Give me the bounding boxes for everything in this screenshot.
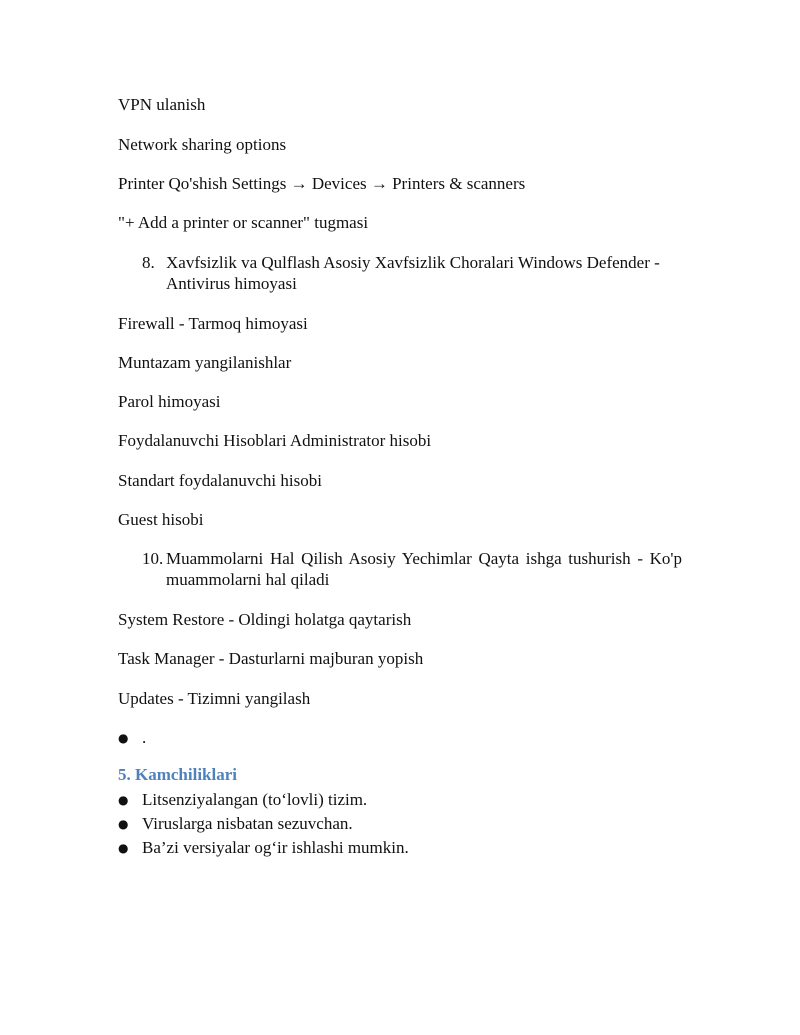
bullet-icon: ● <box>118 731 129 745</box>
paragraph-password: Parol himoyasi <box>118 392 221 411</box>
paragraph-standard-account: Standart foydalanuvchi hisobi <box>118 471 322 490</box>
paragraph-printer-settings: Printer Qo'shish Settings → Devices → Printers & scanners <box>118 174 526 193</box>
paragraph-updates-regular: Muntazam yangilanishlar <box>118 353 292 372</box>
paragraph-add-printer: "+ Add a printer or scanner" tugmasi <box>118 213 369 232</box>
bullet-item <box>118 789 367 811</box>
bullet-text: . <box>142 728 147 747</box>
bullet-text: Litsenziyalangan (to‘lovli) tizim. <box>142 790 368 809</box>
bullet-text: Viruslarga nisbatan sezuvchan. <box>142 814 353 833</box>
paragraph-system-restore: System Restore - Oldingi holatga qaytarish <box>118 610 412 629</box>
bullet-icon: ● <box>118 793 129 807</box>
bullet-icon: ● <box>118 841 129 855</box>
bullet-text: Ba’zi versiyalar og‘ir ishlashi mumkin. <box>142 838 409 857</box>
paragraph-guest-account: Guest hisobi <box>118 510 204 529</box>
paragraph-updates: Updates - Tizimni yangilash <box>118 689 311 708</box>
paragraph-firewall: Firewall - Tarmoq himoyasi <box>118 314 308 333</box>
list-item-text: Muammolarni Hal Qilish Asosiy Yechimlar Qayta ishga tushurish - Ko'p muammolarni hal qiladi <box>166 549 682 589</box>
paragraph-task-manager: Task Manager - Dasturlarni majburan yopish <box>118 649 424 668</box>
numbered-item-8 <box>142 252 682 294</box>
bullet-item <box>118 837 409 859</box>
list-number: 8. <box>142 253 155 272</box>
paragraph-vpn: VPN ulanish <box>118 95 206 114</box>
paragraph-admin-account: Foydalanuvchi Hisoblari Administrator hisobi <box>118 431 432 450</box>
paragraph-network-sharing: Network sharing options <box>118 135 287 154</box>
numbered-item-10 <box>142 548 682 590</box>
list-item-text: Xavfsizlik va Qulflash Asosiy Xavfsizlik Choralari Windows Defender - Antivirus himoyasi <box>166 253 660 293</box>
section-heading: 5. Kamchiliklari <box>118 765 237 784</box>
bullet-item <box>118 813 353 835</box>
bullet-icon: ● <box>118 817 129 831</box>
bullet-item-empty <box>118 727 146 749</box>
list-number: 10. <box>142 549 164 568</box>
